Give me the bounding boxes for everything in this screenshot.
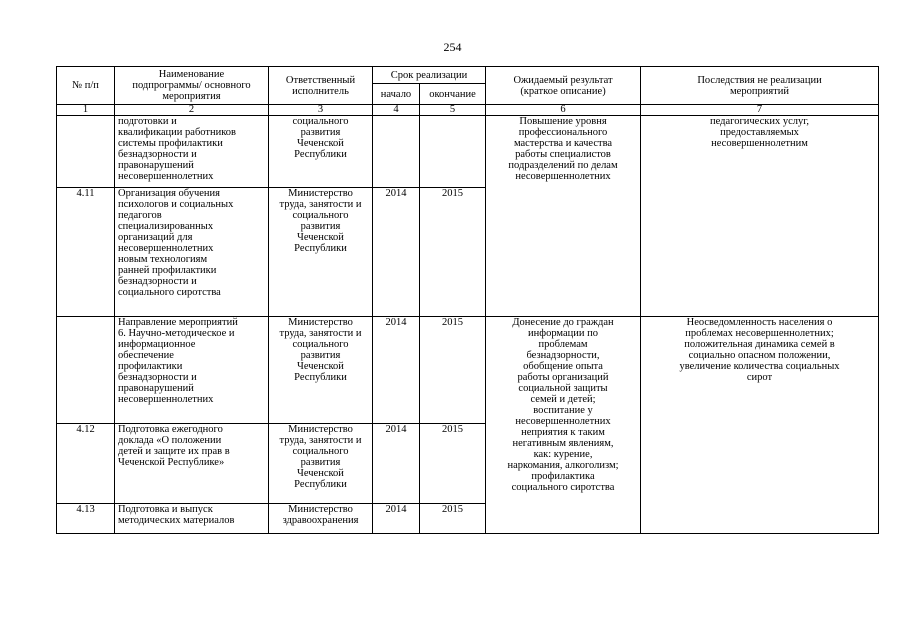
row-executor: социального развития Чеченской Республики: [269, 116, 373, 188]
header-consequence: Последствия не реализации мероприятий: [641, 67, 879, 105]
row-start: 2014: [373, 504, 420, 534]
column-number: 4: [373, 105, 420, 116]
row-name: Направление мероприятий 6. Научно-методическое и информационное обеспечение профилактики безнадзорности и правонарушений несовершеннолетних: [115, 317, 269, 424]
header-start: начало: [373, 84, 420, 105]
header-name: Наименование подпрограммы/ основного мероприятия: [115, 67, 269, 105]
row-executor: Министерство труда, занятости и социального развития Чеченской Республики: [269, 188, 373, 317]
row-end: 2015: [420, 188, 486, 317]
row-executor: Министерство труда, занятости и социального развития Чеченской Республики: [269, 424, 373, 504]
row-executor: Министерство здравоохранения: [269, 504, 373, 534]
row-end: 2015: [420, 317, 486, 424]
row-result: Повышение уровня профессионального мастерства и качества работы специалистов подразделений по делам несовершеннолетних: [486, 116, 641, 317]
column-number-row: [57, 105, 879, 116]
row-name: Подготовка и выпуск методических материалов: [115, 504, 269, 534]
row-executor: Министерство труда, занятости и социального развития Чеченской Республики: [269, 317, 373, 424]
row-end: 2015: [420, 424, 486, 504]
row-result: Донесение до граждан информации по проблемам безнадзорности, обобщение опыта работы организаций социальной защиты семей и детей; воспитание у несовершеннолетних неприятия к таким негативным явлениям, как: курение, наркомания, алкоголизм; профилактика социального сиротства: [486, 317, 641, 534]
column-number: 1: [57, 105, 115, 116]
column-number: 6: [486, 105, 641, 116]
row-end: 2015: [420, 504, 486, 534]
row-num: 4.11: [57, 188, 115, 317]
row-start: [373, 116, 420, 188]
row-num: [57, 317, 115, 424]
table-row: [57, 317, 879, 424]
row-num: [57, 116, 115, 188]
header-num: № п/п: [57, 67, 115, 105]
row-name: Подготовка ежегодного доклада «О положении детей и защите их прав в Чеченской Республике»: [115, 424, 269, 504]
column-number: 2: [115, 105, 269, 116]
row-consequence: педагогических услуг, предоставляемых несовершеннолетним: [641, 116, 879, 317]
row-name: Организация обучения психологов и социальных педагогов специализированных организаций для несовершеннолетних новым технологиям ранней профилактики безнадзорности и социального сиротства: [115, 188, 269, 317]
row-start: 2014: [373, 188, 420, 317]
table-row: [57, 116, 879, 188]
page-number: 254: [443, 40, 462, 54]
header-row: [57, 67, 879, 84]
header-end: окончание: [420, 84, 486, 105]
row-start: 2014: [373, 317, 420, 424]
column-number: 7: [641, 105, 879, 116]
program-table: [56, 66, 879, 534]
row-start: 2014: [373, 424, 420, 504]
header-period: Срок реализации: [373, 67, 486, 84]
header-executor: Ответственный исполнитель: [269, 67, 373, 105]
row-name: подготовки и квалификации работников системы профилактики безнадзорности и правонарушений несовершеннолетних: [115, 116, 269, 188]
row-num: 4.13: [57, 504, 115, 534]
row-num: 4.12: [57, 424, 115, 504]
header-result: Ожидаемый результат (краткое описание): [486, 67, 641, 105]
column-number: 5: [420, 105, 486, 116]
row-end: [420, 116, 486, 188]
row-consequence: Неосведомленность населения о проблемах несовершеннолетних; положительная динамика семей в социально опасном положении, увеличение количества социальных сирот: [641, 317, 879, 534]
column-number: 3: [269, 105, 373, 116]
